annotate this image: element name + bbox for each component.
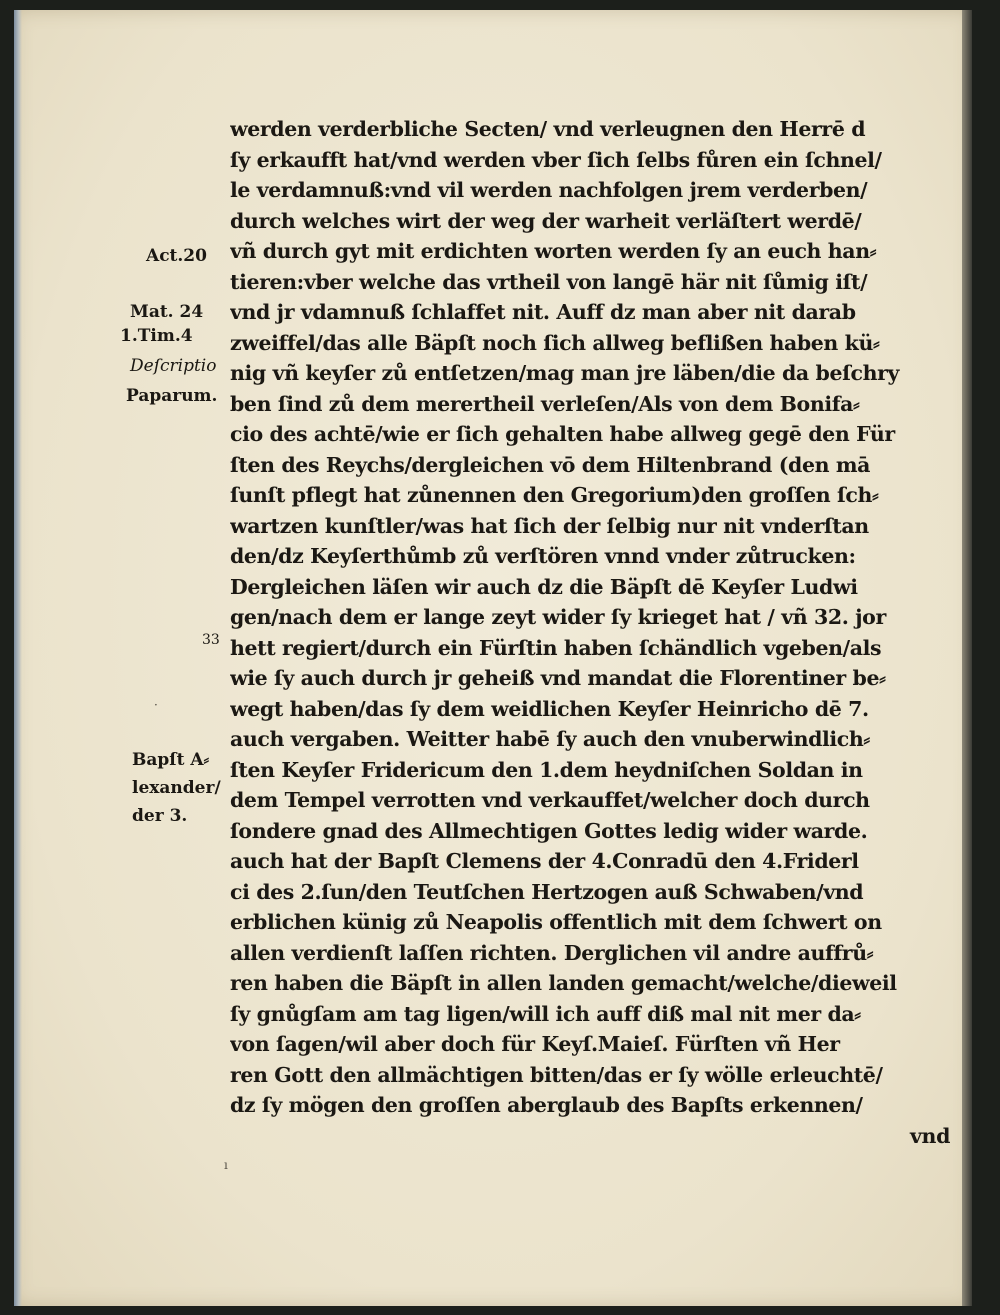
- margin-note-tim: 1.Tim.4: [120, 326, 193, 346]
- text-line: wartzen kunſtler/was hat ſich der ſelbig nur nit vnderſtan: [230, 513, 869, 538]
- margin-note-act: Act.20: [146, 246, 207, 266]
- margin-note-paparum: Paparum.: [126, 386, 218, 406]
- text-line: wegt haben/das ſy dem weidlichen Keyſer Heinricho dē 7.: [230, 696, 869, 721]
- text-line: ſondere gnad des Allmechtigen Gottes ledig wider warde.: [230, 818, 868, 843]
- text-line: ſten des Reychs/dergleichen vō dem Hiltenbrand (den mā: [230, 452, 871, 477]
- margin-note-descriptio: Deſcriptio: [130, 356, 217, 376]
- text-line: den/dz Keyſerthůmb zů verſtören vnnd vnder zůtrucken:: [230, 544, 856, 568]
- text-line: Dergleichen läſen wir auch dz die Bäpſt dē Keyſer Ludwi: [230, 574, 858, 599]
- margin-note-bapst-2: lexander/: [132, 778, 221, 798]
- margin-note-bapst-1: Bapſt A⸗: [132, 750, 210, 770]
- text-line: zweiffel/das alle Bäpſt noch ſich allweg beflißen haben kü⸗: [230, 330, 880, 355]
- text-line: ſten Keyſer Fridericum den 1.dem heydniſchen Soldan in: [230, 757, 863, 782]
- margin-note-33: 33: [202, 632, 220, 648]
- text-line: dz ſy mögen den groſſen aberglaub des Bapſts erkennen/: [230, 1093, 863, 1117]
- margin-note-mat: Mat. 24: [130, 302, 204, 322]
- catchword: vnd: [910, 1123, 950, 1148]
- ink-dot: ·: [154, 698, 158, 712]
- text-line: erblichen künig zů Neapolis offentlich mit dem ſchwert on: [230, 910, 882, 934]
- text-line: ren Gott den allmächtigen bitten/das er ſy wölle erleuchtē/: [230, 1062, 883, 1087]
- text-line: werden verderbliche Secten/ vnd verleugnen den Herrē d: [230, 117, 866, 141]
- facing-page-edge: [962, 10, 972, 1306]
- main-text-block: [230, 114, 950, 1151]
- text-line: ben ſind zů dem merertheil verleſen/Als von dem Bonifa⸗: [230, 391, 860, 416]
- text-line: hett regiert/durch ein Fürſtin haben ſchändlich vgeben/als: [230, 635, 882, 660]
- book-page: [14, 10, 972, 1306]
- ink-tick: ı: [224, 1158, 228, 1172]
- text-line: vnd jr vdamnuß ſchlaffet nit. Auff dz man aber nit darab: [230, 300, 856, 324]
- text-line: vñ durch gyt mit erdichten worten werden ſy an euch han⸗: [230, 239, 877, 263]
- text-line: auch vergaben. Weitter habē ſy auch den vnuberwindlich⸗: [230, 727, 870, 751]
- text-line: dem Tempel verrotten vnd verkauffet/welcher doch durch: [230, 788, 870, 812]
- text-line: ſunſt pflegt hat zůnennen den Gregorium)den groſſen ſch⸗: [230, 483, 879, 507]
- text-line: cio des achtē/wie er ſich gehalten habe allweg gegē den Für: [230, 422, 895, 446]
- text-line: ci des 2.ſun/den Teutſchen Hertzogen auß Schwaben/vnd: [230, 879, 864, 904]
- page-spine-edge: [14, 10, 22, 1306]
- text-line: von ſagen/wil aber doch für Keyſ.Maieſ. Fürſten vñ Her: [230, 1032, 840, 1056]
- text-line: wie ſy auch durch jr geheiß vnd mandat die Florentiner be⸗: [230, 666, 886, 690]
- margin-note-bapst-3: der 3.: [132, 806, 188, 826]
- text-line: ſy erkaufft hat/vnd werden vber ſich ſelbs fůren ein ſchnel/: [230, 147, 882, 172]
- text-line: gen/nach dem er lange zeyt wider ſy krieget hat / vñ 32. jor: [230, 605, 886, 629]
- text-line: allen verdienſt laſſen richten. Derglichen vil andre auffrů⸗: [230, 940, 874, 965]
- text-line: nig vñ keyſer zů entſetzen/mag man jre läben/die da beſchry: [230, 361, 900, 385]
- text-line: durch welches wirt der weg der warheit verläſtert werdē/: [230, 208, 862, 233]
- text-line: ren haben die Bäpſt in allen landen gemacht/welche/dieweil: [230, 971, 897, 995]
- text-line: tieren:vber welche das vrtheil von langē här nit ſůmig iſt/: [230, 269, 868, 294]
- text-line: le verdamnuß:vnd vil werden nachfolgen jrem verderben/: [230, 178, 868, 202]
- text-line: auch hat der Bapſt Clemens der 4.Conradū den 4.Friderl: [230, 849, 859, 873]
- text-line: ſy gnůgſam am tag ligen/will ich auff diß mal nit mer da⸗: [230, 1001, 861, 1026]
